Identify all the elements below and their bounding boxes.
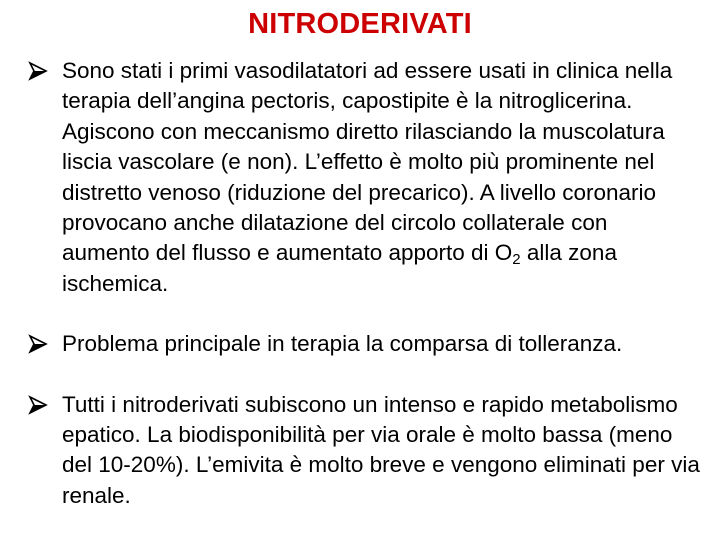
bullet-text-2: Problema principale in terapia la comparsa di tolleranza.	[62, 331, 623, 357]
bullet-item-3	[28, 390, 700, 512]
arrowhead-bullet-icon	[28, 61, 48, 81]
subscript-2: 2	[512, 251, 521, 269]
bullet-text-1-end: alla zona ischemica.	[62, 240, 617, 296]
bullet-text-3: Tutti i nitroderivati subiscono un intenso e rapido metabolismo epatico. La biodisponibilità per via orale è molto bassa (meno del 10-20%). L’emivita è molto breve e vengono eliminati per via renale.	[62, 391, 700, 508]
bullet-item-2	[28, 329, 700, 359]
bullet-text-1: Sono stati i primi vasodilatatori ad essere usati in clinica nella terapia dell’angina pectoris, capostipite è la nitroglicerina. Agiscono con meccanismo diretto rilasciando la muscolatura liscia vascolare (e non). L’effetto è molto più prominente nel distretto venoso (riduzione del precarico). A livello coronario provocano anche dilatazione del circolo collaterale con aumento del flusso e aumentato apporto di O	[62, 58, 673, 266]
arrowhead-bullet-icon	[28, 334, 48, 354]
arrowhead-bullet-icon	[28, 395, 48, 415]
bullet-list	[28, 56, 700, 541]
slide-title: NITRODERIVATI	[248, 8, 472, 40]
bullet-item-1	[28, 56, 700, 299]
